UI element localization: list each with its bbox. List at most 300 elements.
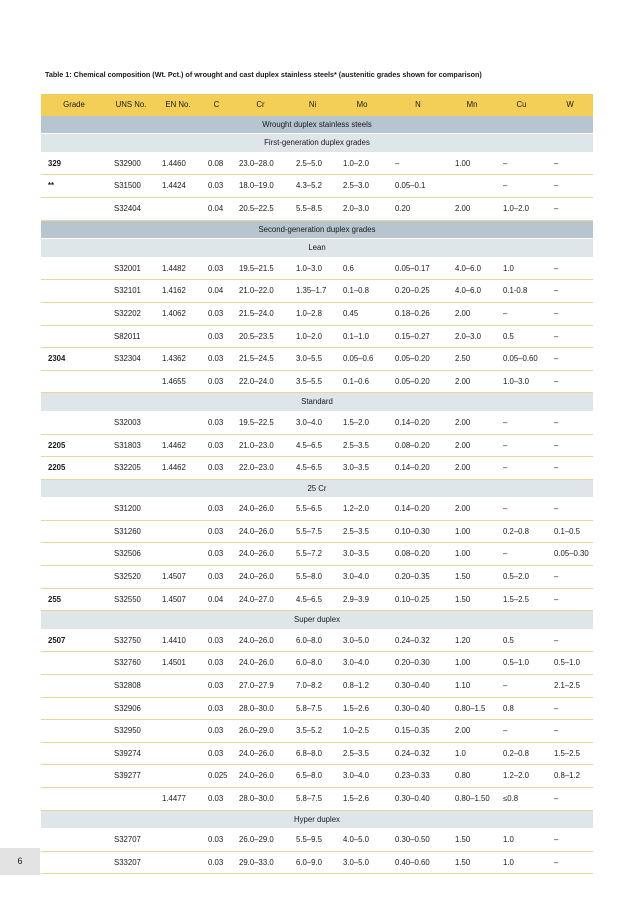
- table-cell: 0.05–0.60: [496, 348, 547, 371]
- table-cell: 0.025: [201, 765, 232, 788]
- table-cell: 27.0–27.9: [232, 675, 289, 698]
- table-cell: 0.5–1.0: [496, 652, 547, 675]
- table-cell: 1.0–2.8: [289, 302, 336, 325]
- table-cell: [41, 720, 107, 743]
- table-cell: 0.03: [201, 629, 232, 652]
- table-cell: 24.0–26.0: [232, 543, 289, 566]
- table-cell: 0.30–0.50: [388, 829, 448, 852]
- table-cell: [155, 543, 201, 566]
- column-header: Mn: [448, 94, 496, 116]
- table-cell: 0.1–0.8: [336, 280, 388, 303]
- table-cell: 0.03: [201, 675, 232, 698]
- table-cell: –: [547, 697, 593, 720]
- table-cell: 0.05–0.20: [388, 370, 448, 393]
- table-cell: 3.5–5.2: [289, 720, 336, 743]
- table-cell: 1.0: [496, 257, 547, 280]
- table-cell: 0.5–2.0: [496, 566, 547, 589]
- table-cell: 1.4424: [155, 175, 201, 198]
- table-cell: 1.50: [448, 588, 496, 611]
- table-cell: 0.03: [201, 566, 232, 589]
- column-header: W: [547, 94, 593, 116]
- table-cell: 0.1-0.8: [496, 280, 547, 303]
- table-cell: 0.03: [201, 434, 232, 457]
- table-cell: 2.00: [448, 197, 496, 220]
- table-cell: 0.03: [201, 851, 232, 874]
- table-cell: –: [547, 457, 593, 480]
- table-cell: 4.0–6.0: [448, 280, 496, 303]
- table-cell: 0.14–0.20: [388, 457, 448, 480]
- table-cell: 0.14–0.20: [388, 498, 448, 521]
- table-cell: [41, 765, 107, 788]
- table-cell: 26.0–29.0: [232, 720, 289, 743]
- table-row: [41, 543, 593, 566]
- table-cell: S32750: [107, 629, 155, 652]
- table-cell: S32760: [107, 652, 155, 675]
- table-cell: 0.10–0.25: [388, 588, 448, 611]
- table-cell: 0.20–0.30: [388, 652, 448, 675]
- table-row: [41, 457, 593, 480]
- table-cell: 0.04: [201, 280, 232, 303]
- table-cell: 22.0–23.0: [232, 457, 289, 480]
- table-cell: –: [547, 829, 593, 852]
- table-cell: 6.8–8.0: [289, 742, 336, 765]
- table-row: [41, 588, 593, 611]
- table-cell: 0.03: [201, 257, 232, 280]
- table-cell: 1.00: [448, 543, 496, 566]
- column-header: Ni: [289, 94, 336, 116]
- table-cell: 1.4462: [155, 434, 201, 457]
- table-cell: S32101: [107, 280, 155, 303]
- table-cell: [155, 742, 201, 765]
- table-cell: 0.5: [496, 325, 547, 348]
- table-cell: 6.5–8.0: [289, 765, 336, 788]
- table-cell: 255: [41, 588, 107, 611]
- table-cell: 0.8: [496, 697, 547, 720]
- table-cell: –: [496, 411, 547, 434]
- column-header: EN No.: [155, 94, 201, 116]
- table-cell: 3.0–4.0: [336, 652, 388, 675]
- table-cell: 20.5–23.5: [232, 325, 289, 348]
- table-cell: 0.30–0.40: [388, 697, 448, 720]
- table-cell: 5.5–7.2: [289, 543, 336, 566]
- table-cell: [41, 742, 107, 765]
- table-cell: 28.0–30.0: [232, 788, 289, 811]
- table-cell: 1.50: [448, 566, 496, 589]
- table-cell: 6.0–8.0: [289, 629, 336, 652]
- section-heading-row: [41, 220, 593, 239]
- table-row: [41, 720, 593, 743]
- table-cell: –: [496, 498, 547, 521]
- table-cell: 0.5–1.0: [547, 652, 593, 675]
- subsection-heading: First-generation duplex grades: [41, 134, 593, 153]
- table-cell: 0.05–0.17: [388, 257, 448, 280]
- table-cell: 0.8–1.2: [547, 765, 593, 788]
- table-cell: 1.4410: [155, 629, 201, 652]
- table-cell: 26.0–29.0: [232, 829, 289, 852]
- table-cell: S39274: [107, 742, 155, 765]
- table-cell: –: [496, 152, 547, 175]
- table-cell: [41, 280, 107, 303]
- table-cell: [41, 652, 107, 675]
- table-cell: 3.0–5.0: [336, 629, 388, 652]
- table-cell: 5.5–8.5: [289, 197, 336, 220]
- table-cell: S32205: [107, 457, 155, 480]
- table-cell: S82011: [107, 325, 155, 348]
- table-row: [41, 652, 593, 675]
- table-cell: 0.05–0.1: [388, 175, 448, 198]
- table-cell: S32001: [107, 257, 155, 280]
- table-cell: 0.15–0.27: [388, 325, 448, 348]
- table-cell: 0.40–0.60: [388, 851, 448, 874]
- table-cell: 3.0–4.0: [289, 411, 336, 434]
- table-cell: S32707: [107, 829, 155, 852]
- table-cell: 1.5–2.5: [547, 742, 593, 765]
- table-row: [41, 829, 593, 852]
- subsection-heading: Standard: [41, 393, 593, 412]
- table-cell: S31200: [107, 498, 155, 521]
- table-cell: 4.3–5.2: [289, 175, 336, 198]
- table-cell: 1.0: [448, 742, 496, 765]
- table-cell: 1.50: [448, 851, 496, 874]
- table-cell: [41, 566, 107, 589]
- table-cell: [41, 675, 107, 698]
- table-cell: 2205: [41, 457, 107, 480]
- table-cell: [155, 697, 201, 720]
- table-cell: –: [496, 175, 547, 198]
- table-row: [41, 302, 593, 325]
- table-cell: 1.0: [496, 829, 547, 852]
- section-heading: Second-generation duplex grades: [41, 220, 593, 239]
- table-cell: 21.5–24.0: [232, 302, 289, 325]
- table-cell: 0.1–0.6: [336, 370, 388, 393]
- column-header: Mo: [336, 94, 388, 116]
- table-cell: –: [547, 434, 593, 457]
- table-cell: –: [547, 302, 593, 325]
- table-cell: 0.20: [388, 197, 448, 220]
- table-cell: [155, 325, 201, 348]
- table-cell: S31260: [107, 520, 155, 543]
- table-cell: 19.5–22.5: [232, 411, 289, 434]
- table-cell: 2.5–3.5: [336, 520, 388, 543]
- table-row: [41, 152, 593, 175]
- table-cell: 1.4062: [155, 302, 201, 325]
- table-cell: 0.03: [201, 520, 232, 543]
- table-cell: 3.0–5.0: [336, 851, 388, 874]
- table-body: [41, 116, 593, 874]
- table-cell: 6.0–9.0: [289, 851, 336, 874]
- table-cell: 1.4507: [155, 588, 201, 611]
- table-cell: S32506: [107, 543, 155, 566]
- table-cell: 0.05–0.6: [336, 348, 388, 371]
- table-cell: –: [547, 325, 593, 348]
- table-cell: S32003: [107, 411, 155, 434]
- table-cell: 0.03: [201, 302, 232, 325]
- table-cell: 0.03: [201, 370, 232, 393]
- table-cell: 0.03: [201, 697, 232, 720]
- subsection-heading-row: [41, 134, 593, 153]
- table-cell: 1.4460: [155, 152, 201, 175]
- table-cell: 1.2–2.0: [336, 498, 388, 521]
- table-row: [41, 348, 593, 371]
- table-cell: 2.0–3.0: [448, 325, 496, 348]
- table-cell: 2.5–3.5: [336, 742, 388, 765]
- table-cell: [155, 520, 201, 543]
- table-cell: [107, 788, 155, 811]
- table-cell: 0.03: [201, 457, 232, 480]
- table-cell: 21.0–22.0: [232, 280, 289, 303]
- table-cell: 1.4482: [155, 257, 201, 280]
- table-cell: S31803: [107, 434, 155, 457]
- table-cell: S32304: [107, 348, 155, 371]
- table-cell: 2.00: [448, 720, 496, 743]
- subsection-heading: Lean: [41, 239, 593, 258]
- table-cell: –: [547, 566, 593, 589]
- table-cell: 0.24–0.32: [388, 742, 448, 765]
- table-cell: 1.5–2.5: [496, 588, 547, 611]
- table-cell: [155, 720, 201, 743]
- table-cell: 0.1–1.0: [336, 325, 388, 348]
- table-cell: 0.5: [496, 629, 547, 652]
- table-cell: 2.00: [448, 302, 496, 325]
- table-cell: 0.15–0.35: [388, 720, 448, 743]
- table-cell: 2.5–5.0: [289, 152, 336, 175]
- table-cell: 1.5–2.6: [336, 697, 388, 720]
- table-cell: [155, 829, 201, 852]
- subsection-heading: Super duplex: [41, 611, 593, 630]
- table-cell: 1.50: [448, 829, 496, 852]
- column-header: Grade: [41, 94, 107, 116]
- table-cell: 5.5–8.0: [289, 566, 336, 589]
- table-cell: S33207: [107, 851, 155, 874]
- table-cell: 1.2–2.0: [496, 765, 547, 788]
- table-cell: 0.03: [201, 742, 232, 765]
- table-cell: 0.10–0.30: [388, 520, 448, 543]
- table-row: [41, 257, 593, 280]
- table-cell: S32906: [107, 697, 155, 720]
- table-cell: 0.08–0.20: [388, 543, 448, 566]
- table-cell: –: [388, 152, 448, 175]
- header-row: [41, 94, 593, 116]
- table-cell: 0.1–0.5: [547, 520, 593, 543]
- table-row: [41, 629, 593, 652]
- table-cell: 0.08: [201, 152, 232, 175]
- table-cell: 0.04: [201, 588, 232, 611]
- table-row: [41, 566, 593, 589]
- table-cell: 3.0–3.5: [336, 543, 388, 566]
- table-cell: 0.8–1.2: [336, 675, 388, 698]
- section-heading-row: [41, 116, 593, 134]
- table-cell: –: [547, 280, 593, 303]
- table-row: [41, 175, 593, 198]
- table-cell: 0.30–0.40: [388, 675, 448, 698]
- table-cell: 329: [41, 152, 107, 175]
- table-cell: –: [547, 498, 593, 521]
- table-cell: 0.03: [201, 175, 232, 198]
- table-row: [41, 742, 593, 765]
- table-cell: S32520: [107, 566, 155, 589]
- section-heading: Wrought duplex stainless steels: [41, 116, 593, 134]
- table-cell: 24.0–26.0: [232, 566, 289, 589]
- column-header: N: [388, 94, 448, 116]
- table-cell: 24.0–26.0: [232, 629, 289, 652]
- page-number: 6: [0, 848, 40, 875]
- table-cell: 21.5–24.5: [232, 348, 289, 371]
- table-row: [41, 411, 593, 434]
- table-cell: [41, 302, 107, 325]
- table-cell: 24.0–27.0: [232, 588, 289, 611]
- table-cell: 2304: [41, 348, 107, 371]
- table-cell: 20.5–22.5: [232, 197, 289, 220]
- table-cell: 1.0–3.0: [496, 370, 547, 393]
- table-cell: 0.05–0.20: [388, 348, 448, 371]
- table-cell: –: [496, 543, 547, 566]
- table-cell: 2.00: [448, 434, 496, 457]
- table-cell: 0.03: [201, 543, 232, 566]
- table-cell: [41, 851, 107, 874]
- table-cell: 0.18–0.26: [388, 302, 448, 325]
- table-cell: 0.20–0.25: [388, 280, 448, 303]
- subsection-heading: 25 Cr: [41, 479, 593, 498]
- table-cell: 5.5–6.5: [289, 498, 336, 521]
- table-cell: –: [547, 588, 593, 611]
- table-cell: 23.0–28.0: [232, 152, 289, 175]
- table-cell: 1.0–2.5: [336, 720, 388, 743]
- table-cell: –: [547, 629, 593, 652]
- table-cell: 1.5–2.0: [336, 411, 388, 434]
- table-cell: [41, 543, 107, 566]
- table-cell: 1.4162: [155, 280, 201, 303]
- table-row: [41, 851, 593, 874]
- table-cell: 0.80–1.50: [448, 788, 496, 811]
- table-cell: [41, 370, 107, 393]
- table-cell: 0.03: [201, 325, 232, 348]
- table-cell: 6.0–8.0: [289, 652, 336, 675]
- table-cell: S32950: [107, 720, 155, 743]
- table-cell: [41, 498, 107, 521]
- table-cell: [41, 697, 107, 720]
- table-cell: **: [41, 175, 107, 198]
- table-cell: –: [496, 434, 547, 457]
- table-cell: 24.0–26.0: [232, 652, 289, 675]
- table-cell: 1.20: [448, 629, 496, 652]
- table-cell: –: [547, 411, 593, 434]
- table-cell: 2507: [41, 629, 107, 652]
- table-cell: 0.03: [201, 829, 232, 852]
- table-cell: 3.0–4.0: [336, 765, 388, 788]
- table-cell: 2.5–3.5: [336, 434, 388, 457]
- table-row: [41, 675, 593, 698]
- table-cell: 7.0–8.2: [289, 675, 336, 698]
- table-cell: –: [547, 788, 593, 811]
- column-header: Cu: [496, 94, 547, 116]
- table-cell: 0.2–0.8: [496, 742, 547, 765]
- table-cell: [107, 370, 155, 393]
- table-cell: 3.5–5.5: [289, 370, 336, 393]
- table-row: [41, 765, 593, 788]
- column-header: Cr: [232, 94, 289, 116]
- table-cell: [155, 675, 201, 698]
- table-cell: 0.05–0.30: [547, 543, 593, 566]
- subsection-heading: Hyper duplex: [41, 810, 593, 829]
- table-cell: 4.5–6.5: [289, 588, 336, 611]
- table-cell: 0.80–1.5: [448, 697, 496, 720]
- table-cell: 1.0: [496, 851, 547, 874]
- table-cell: 2.1–2.5: [547, 675, 593, 698]
- table-cell: [155, 411, 201, 434]
- table-cell: 1.4501: [155, 652, 201, 675]
- table-cell: –: [547, 197, 593, 220]
- table-cell: –: [547, 257, 593, 280]
- table-cell: 2205: [41, 434, 107, 457]
- table-cell: 2.00: [448, 498, 496, 521]
- table-cell: S39277: [107, 765, 155, 788]
- table-row: [41, 520, 593, 543]
- table-cell: 1.0–2.0: [496, 197, 547, 220]
- table-cell: –: [547, 348, 593, 371]
- table-cell: 3.0–5.5: [289, 348, 336, 371]
- table-cell: 0.03: [201, 652, 232, 675]
- column-header: C: [201, 94, 232, 116]
- table-cell: 0.2–0.8: [496, 520, 547, 543]
- table-cell: –: [547, 175, 593, 198]
- table-cell: S31500: [107, 175, 155, 198]
- table-cell: 0.03: [201, 498, 232, 521]
- table-cell: [41, 411, 107, 434]
- table-cell: 5.5–9.5: [289, 829, 336, 852]
- table-cell: [155, 498, 201, 521]
- table-cell: 0.03: [201, 411, 232, 434]
- table-row: [41, 498, 593, 521]
- table-cell: 1.00: [448, 152, 496, 175]
- table-cell: 1.5–2.6: [336, 788, 388, 811]
- table-cell: [41, 197, 107, 220]
- table-row: [41, 280, 593, 303]
- table-cell: 1.0–2.0: [336, 152, 388, 175]
- table-cell: 1.4477: [155, 788, 201, 811]
- column-header: UNS No.: [107, 94, 155, 116]
- table-cell: 0.03: [201, 348, 232, 371]
- subsection-heading-row: [41, 611, 593, 630]
- table-cell: 2.9–3.9: [336, 588, 388, 611]
- table-cell: 0.03: [201, 720, 232, 743]
- table-cell: –: [496, 302, 547, 325]
- table-cell: 2.50: [448, 348, 496, 371]
- table-row: [41, 325, 593, 348]
- table-cell: 1.4462: [155, 457, 201, 480]
- table-cell: 5.8–7.5: [289, 788, 336, 811]
- table-cell: 1.0–2.0: [289, 325, 336, 348]
- table-cell: 1.00: [448, 520, 496, 543]
- table-cell: –: [547, 370, 593, 393]
- table-cell: 2.00: [448, 411, 496, 434]
- table-cell: S32808: [107, 675, 155, 698]
- table-cell: 2.5–3.0: [336, 175, 388, 198]
- table-cell: [41, 788, 107, 811]
- table-cell: S32202: [107, 302, 155, 325]
- table-cell: 0.6: [336, 257, 388, 280]
- table-cell: 24.0–26.0: [232, 742, 289, 765]
- table-cell: 3.0–4.0: [336, 566, 388, 589]
- table-cell: 1.00: [448, 652, 496, 675]
- table-cell: 21.0–23.0: [232, 434, 289, 457]
- table-cell: 0.80: [448, 765, 496, 788]
- table-row: [41, 197, 593, 220]
- composition-table: [41, 94, 593, 874]
- table-cell: 5.5–7.5: [289, 520, 336, 543]
- table-cell: [155, 765, 201, 788]
- table-cell: 4.5–6.5: [289, 434, 336, 457]
- table-cell: –: [547, 851, 593, 874]
